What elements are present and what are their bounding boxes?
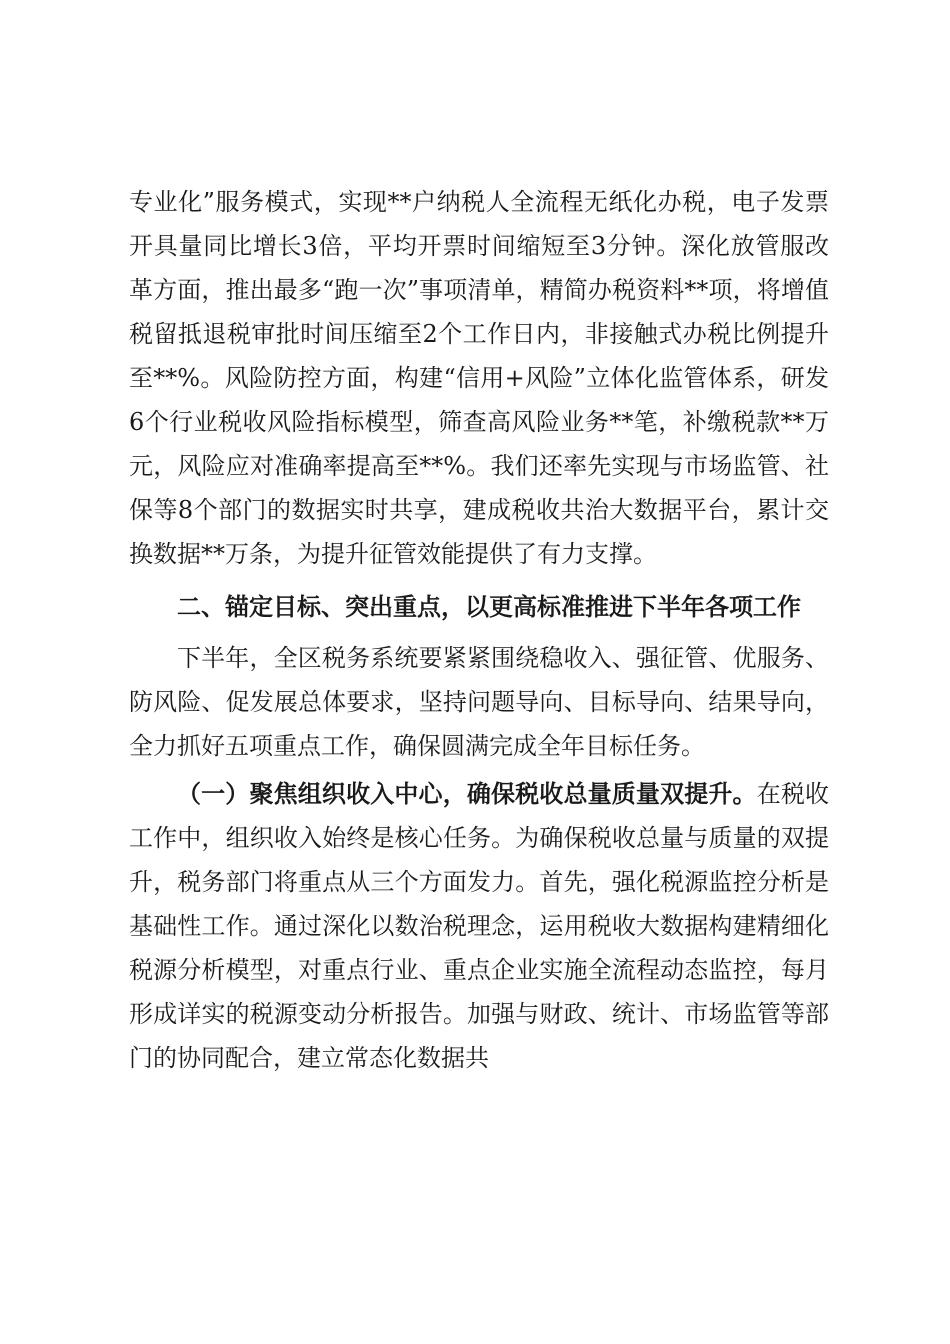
- paragraph-service-and-risk-achievements: 专业化”服务模式，实现**户纳税人全流程无纸化办税，电子发票开具量同比增长3倍，平均开票时间缩短至3分钟。深化放管服改革方面，推出最多“跑一次”事项清单，精简办税资料**项，将增值税留抵退税审批时间压缩至2个工作日内，非接触式办税比例提升至**%。风险防控方面，构建“信用+风险”立体化监管体系，研发6个行业税收风险指标模型，筛查高风险业务**笔，补缴税款**万元，风险应对准确率提高至**%。我们还率先实现与市场监管、社保等8个部门的数据实时共享，建成税收共治大数据平台，累计交换数据**万条，为提升征管效能提供了有力支撑。: [129, 188, 829, 568]
- section-heading-2: 二、锚定目标、突出重点，以更高标准推进下半年各项工作: [177, 593, 801, 621]
- document-body: [129, 180, 829, 1080]
- paragraph-revenue-focus: [129, 772, 829, 1080]
- paragraph-revenue-focus-body: 在税收工作中，组织收入始终是核心任务。为确保税收总量与质量的双提升，税务部门将重点从三个方面发力。首先，强化税源监控分析是基础性工作。通过深化以数治税理念，运用税收大数据构建精细化税源分析模型，对重点行业、重点企业实施全流程动态监控，每月形成详实的税源变动分析报告。加强与财政、统计、市场监管等部门的协同配合，建立常态化数据共: [129, 780, 830, 1072]
- paragraph-second-half-overview: 下半年，全区税务系统要紧紧围绕稳收入、强征管、优服务、防风险、促发展总体要求，坚持问题导向、目标导向、结果导向，全力抓好五项重点工作，确保圆满完成全年目标任务。: [129, 644, 829, 760]
- subsection-lead-1: （一）聚焦组织收入中心，确保税收总量质量双提升。: [177, 780, 757, 808]
